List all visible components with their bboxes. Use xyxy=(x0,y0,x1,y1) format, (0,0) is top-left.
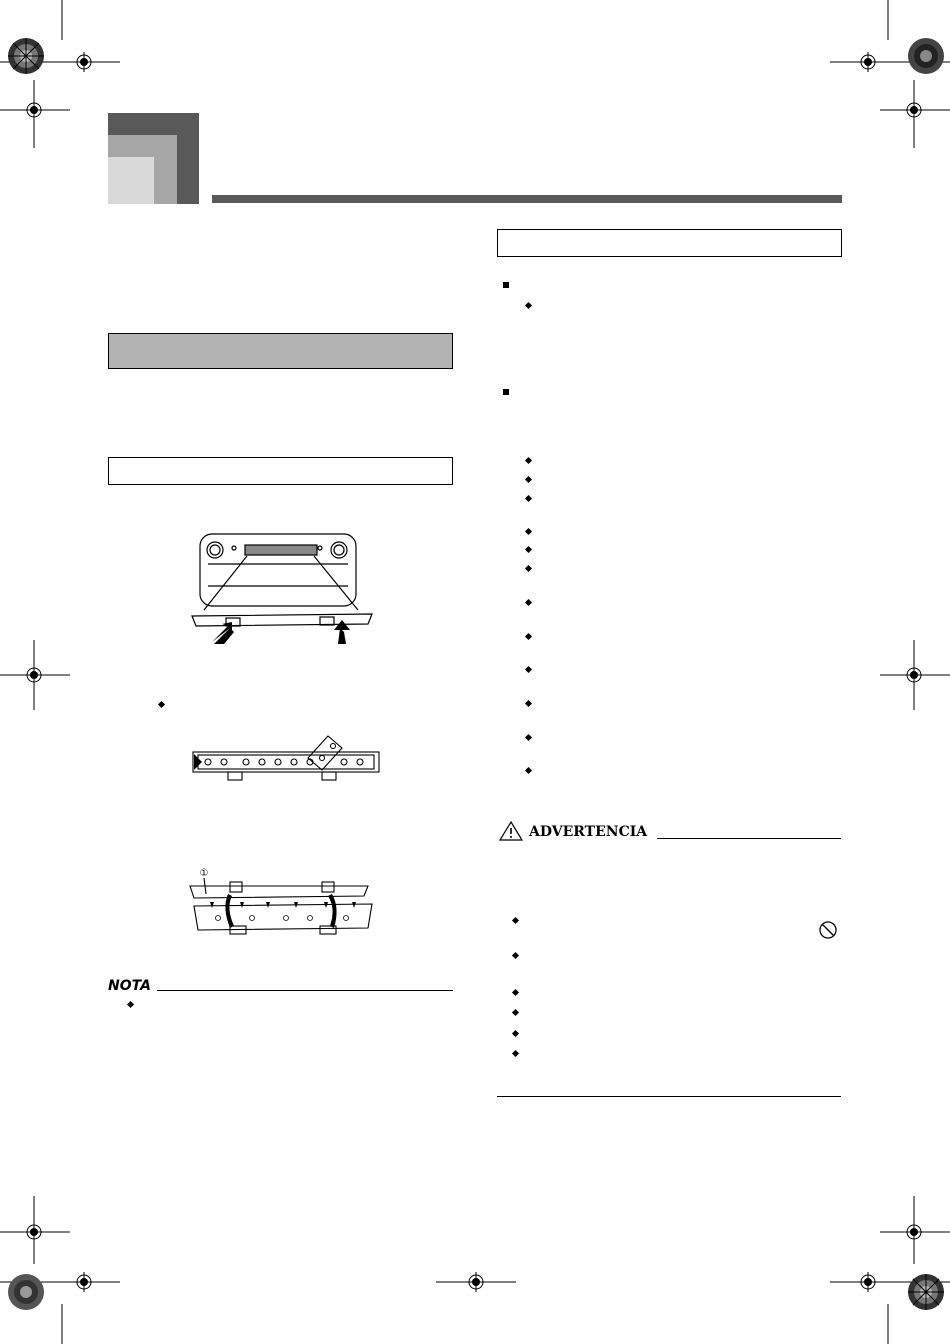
registration-mark-icon xyxy=(904,665,924,685)
registration-mark-icon xyxy=(858,52,878,72)
registration-mark-icon xyxy=(24,665,44,685)
color-wheel-icon xyxy=(6,1272,46,1312)
section-heading-box xyxy=(108,333,453,369)
battery-compartment-figure-3 xyxy=(188,866,378,936)
prohibited-icon xyxy=(818,920,838,940)
registration-mark-icon xyxy=(904,100,924,120)
advertencia-rule xyxy=(657,838,841,839)
bullet-square xyxy=(503,282,509,288)
battery-compartment-figure-2 xyxy=(190,728,390,784)
advertencia-heading: ADVERTENCIA xyxy=(529,824,648,840)
bullet-square xyxy=(503,389,509,395)
color-wheel-icon xyxy=(906,36,946,76)
nota-rule xyxy=(157,990,453,991)
registration-mark-icon xyxy=(24,1222,44,1242)
subsection-heading-box-right xyxy=(497,229,842,257)
chapter-header-block-light xyxy=(108,157,154,204)
battery-compartment-figure-1 xyxy=(192,528,372,648)
registration-mark-icon xyxy=(466,1272,486,1292)
color-wheel-icon xyxy=(6,36,46,76)
nota-heading: NOTA xyxy=(108,978,151,994)
registration-mark-icon xyxy=(24,100,44,120)
registration-mark-icon xyxy=(74,1272,94,1292)
registration-mark-icon xyxy=(904,1222,924,1242)
color-wheel-icon xyxy=(906,1272,946,1312)
subsection-heading-box-left xyxy=(108,457,453,485)
warning-triangle-icon xyxy=(498,820,524,842)
section-end-rule xyxy=(497,1096,841,1097)
chapter-header-bar xyxy=(212,195,842,203)
registration-mark-icon xyxy=(74,52,94,72)
registration-mark-icon xyxy=(858,1272,878,1292)
callout-number: ① xyxy=(199,868,209,879)
